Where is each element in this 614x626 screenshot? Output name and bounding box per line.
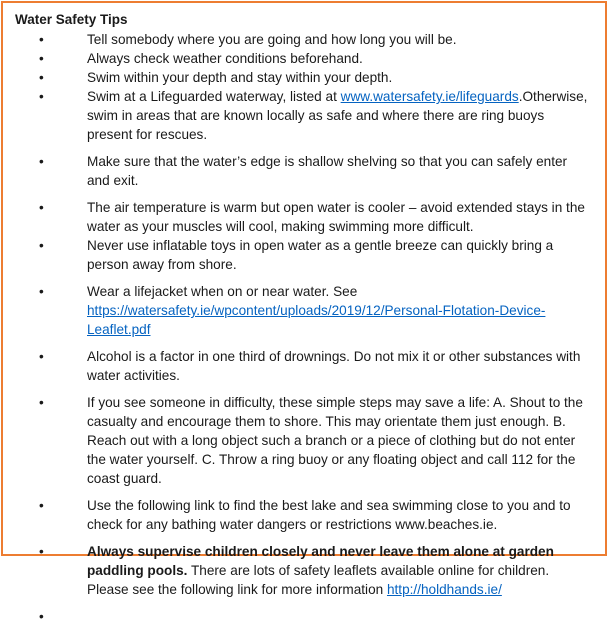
holdhands-link[interactable]: http://holdhands.ie/ [386, 582, 502, 597]
bullet-icon: • [39, 498, 44, 513]
list-item [3, 542, 607, 599]
bullet-icon: • [39, 544, 44, 559]
list-item [3, 393, 607, 488]
list-item [3, 30, 607, 49]
list-item [3, 236, 607, 274]
bullet-icon: • [39, 154, 44, 169]
bullet-icon: • [39, 238, 44, 253]
tip-text: The air temperature is warm but open water is cooler – avoid extended stays in the water as your muscles will cool, making swimming more difficult. [87, 200, 585, 234]
page-title: Water Safety Tips [15, 12, 128, 27]
bullet-icon: • [39, 89, 44, 104]
bullet-icon: • [39, 32, 44, 47]
tip-text: Alcohol is a factor in one third of drownings. Do not mix it or other substances with water activities. [87, 349, 581, 383]
list-item [3, 496, 607, 534]
lifeguards-link[interactable]: www.watersafety.ie/lifeguards [340, 89, 519, 104]
list-item [3, 347, 607, 385]
tips-list [3, 30, 607, 626]
list-item [3, 68, 607, 87]
bullet-icon: • [39, 70, 44, 85]
list-item [3, 198, 607, 236]
list-item [3, 152, 607, 190]
bullet-icon: • [39, 395, 44, 410]
tip-text: .Otherwise, swim in areas that are known locally as safe and where there are ring buoys present for rescues. [87, 89, 588, 142]
list-item [3, 282, 607, 339]
bullet-icon: • [39, 349, 44, 364]
tip-text: If you see someone in difficulty, these simple steps may save a life: A. Shout to the casualty and encourage them to shore. This may orientate them just enough. B. Reach out with a long object such a branch or a piece of clothing but do not enter the water yourself. C. Throw a ring buoy or any floating object and call 112 for the coast guard. [87, 395, 583, 486]
lifejacket-leaflet-link[interactable]: https://watersafety.ie/wpcontent/uploads/2019/12/Personal-Flotation-Device-Leaflet.pdf [87, 303, 546, 337]
tip-text: Always check weather conditions beforehand. [87, 51, 363, 66]
tip-text: Make sure that the water’s edge is shallow shelving so that you can safely enter and exit. [87, 154, 568, 188]
tip-text: Swim at a Lifeguarded waterway, listed at [87, 89, 341, 104]
tip-text: Wear a lifejacket when on or near water. See [87, 284, 358, 299]
list-item [3, 607, 607, 626]
tip-text: Use the following link to find the best lake and sea swimming close to you and to check for any bathing water dangers or restrictions www.beaches.ie. [87, 498, 571, 532]
tip-text [87, 609, 91, 624]
list-item [3, 87, 607, 144]
tip-text: Never use inflatable toys in open water as a gentle breeze can quickly bring a person away from shore. [87, 238, 554, 272]
bullet-icon: • [39, 284, 44, 299]
tip-text: Swim within your depth and stay within your depth. [87, 70, 393, 85]
list-item [3, 49, 607, 68]
bullet-icon: • [39, 200, 44, 215]
tip-text: There are lots of safety leaflets available online for children. Please see the following link for more information [87, 563, 550, 597]
bullet-icon: • [39, 609, 44, 624]
tip-text: Tell somebody where you are going and how long you will be. [87, 32, 457, 47]
bullet-icon: • [39, 51, 44, 66]
tips-box [1, 1, 607, 624]
tip-text-bold: Always supervise children closely and never leave them alone at garden paddling pools. [87, 544, 554, 578]
